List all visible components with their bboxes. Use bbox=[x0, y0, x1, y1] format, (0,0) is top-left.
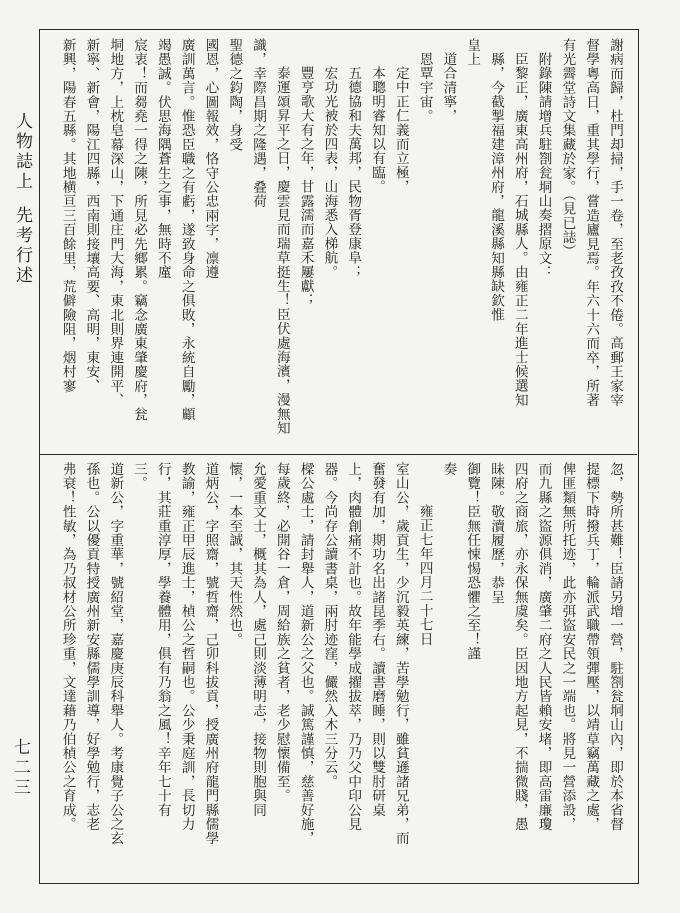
text-column: 提標下時撥兵丁，輪派武職帶領彈壓，以靖草竊萬藏之處， bbox=[583, 462, 600, 832]
text-column: 道新公，字重華，號紹堂，嘉慶庚辰科舉人。考康覺子公之玄 bbox=[107, 462, 124, 846]
text-column: 雍正七年四月二十七日 bbox=[416, 504, 433, 646]
margin-section-title: 人物誌上 bbox=[12, 112, 32, 192]
text-column: 新興，陽春五縣。其地横亘三百餘里，荒僻險阻，烟村寥 bbox=[59, 38, 76, 393]
text-column: 竭愚誠。伏思海隅蒼生之事，無時不廑 bbox=[154, 38, 171, 280]
text-column bbox=[54, 38, 55, 448]
text-column: 室山公，歲貢生，少沉毅英練，苦學勉行，雖貧遜諸兄弟，而 bbox=[392, 462, 409, 846]
text-column: 忽，勢所甚難！臣請另增一營，駐劄瓮垌山內，即於本省督 bbox=[607, 462, 623, 832]
text-column: 廣訓萬言。惟恐臣職之有虧，遂致身命之俱敗，永統自勵，顧 bbox=[178, 38, 195, 422]
text-column: 縣，今截掣福建漳州府，龍溪縣知縣缺欽惟 bbox=[488, 52, 505, 322]
text-column: 聖德之鈞陶，身受 bbox=[226, 38, 243, 152]
text-column: 新寧、新會，陽江四縣，西南則接壤高要、高明，東安、 bbox=[83, 38, 100, 393]
text-column: 垌地方，上枕皂幕深山，下通庄門大海，東北則界連開平、 bbox=[107, 38, 124, 408]
text-column: 教諭，雍正甲辰進士，楨公之哲嗣也。公少秉庭訓，長切力 bbox=[178, 462, 195, 832]
text-column: 宏功光被於四表，山海悉入梯航。 bbox=[321, 66, 338, 279]
page-number: 七二三 bbox=[10, 738, 30, 798]
text-column: 附錄陳請增兵駐劄瓮垌山奏摺原文： bbox=[535, 52, 552, 280]
text-column: 恩覃宇宙。 bbox=[416, 52, 433, 123]
text-column: 定中正仁義而立極， bbox=[392, 66, 409, 194]
text-column: 奏 bbox=[440, 462, 457, 477]
text-column: 懷，一本至誠，其天性然也。 bbox=[226, 462, 243, 647]
text-column: 三。 bbox=[131, 462, 148, 491]
text-column: 皇上 bbox=[464, 38, 481, 67]
text-column: 昧陳。敬瀆履歷，恭呈 bbox=[488, 462, 505, 604]
text-column: 五德協和夫萬邦，民物胥登康阜； bbox=[345, 66, 362, 279]
text-column: 宸衷！而芻堯一得之陳，所見必先鄉累。竊念廣東肇慶府，瓮 bbox=[131, 38, 148, 422]
margin-chapter-title: 先考行述 bbox=[12, 206, 32, 286]
text-column bbox=[54, 462, 55, 874]
text-column: 督學粵高日，重其學行，嘗造廬見焉。年六十六而卒，所著 bbox=[583, 38, 600, 408]
text-column: 御覽！臣無任悚惕恐懼之至！謹 bbox=[464, 462, 481, 661]
text-column: 弗衰！性敏，為乃叔材公所珍重，文達藉乃伯楨公之育成。 bbox=[59, 462, 76, 832]
text-column: 樑公處士，請封舉人，道新公之父也。誠篤謹慎，慈善好施， bbox=[297, 462, 314, 846]
lower-text-panel bbox=[54, 462, 626, 874]
text-column: 識，幸際昌期之隆遇，叠荷 bbox=[250, 38, 267, 209]
text-column: 每歲終，必開谷一倉，周給族之貧者，老少慰懷備至。 bbox=[273, 462, 290, 803]
upper-text-panel bbox=[54, 38, 626, 448]
text-column: 謝病而歸，杜門却掃，手一卷，至老孜孜不倦。高郵王家宰 bbox=[607, 38, 623, 408]
text-column: 俾匪類無所托迹，此亦弭盜安民之一端也。將見一營添設， bbox=[559, 462, 576, 832]
text-column: 國恩，心圖報效，恪守公忠兩字，凛遵 bbox=[202, 38, 219, 280]
text-column: 奮發有加，期功名出諸昆季右。讀書磨睡，則以雙肘研桌 bbox=[369, 462, 386, 817]
text-column: 行，其莊重淳厚，學養體用，俱有乃翁之風！辛年七十有 bbox=[154, 462, 171, 817]
text-column: 孫也。公以優貢特授廣州新安縣儒學訓導，好學勉行，志老 bbox=[83, 462, 100, 832]
text-column: 而九縣之盜源俱消，廣肇二府之人民皆賴安堵，即高雷廉瓊 bbox=[535, 462, 552, 832]
text-column: 道合清寧， bbox=[440, 52, 457, 123]
text-column: 泰運頌昇平之日，慶雲見而瑞草挺生！臣伏處海濱，漫無知 bbox=[273, 66, 290, 436]
text-column: 上，肉體創痛不計也。故年能學成擢拔萃，乃乃父中印公見 bbox=[345, 462, 362, 832]
text-column: 道炳公，字照齋，號哲齋，己卯科拔貢，授廣州府龍門縣儒學 bbox=[202, 462, 219, 846]
panel-divider bbox=[40, 454, 637, 455]
text-column: 四府之商旅，亦永保無虞矣。臣因地方起見，不揣微賤，愚 bbox=[511, 462, 528, 832]
text-column: 臣黎正，廣東高州府，石城縣人。由雍正二年進士候選知 bbox=[511, 52, 528, 407]
text-column: 本聰明睿知以有臨。 bbox=[369, 66, 386, 194]
text-column: 有光霽堂詩文集藏於家。（見已誌） bbox=[559, 38, 576, 259]
text-column: 允愛重文士，概其為人，處己則淡薄明志，接物則胞與同 bbox=[250, 462, 267, 817]
text-column: 器。今尚存公讀書桌，兩肘迹窪，儼然入木三分云。 bbox=[321, 462, 338, 789]
text-column: 豐亨歌大有之年，甘露濡而嘉禾屢獻； bbox=[297, 66, 314, 308]
